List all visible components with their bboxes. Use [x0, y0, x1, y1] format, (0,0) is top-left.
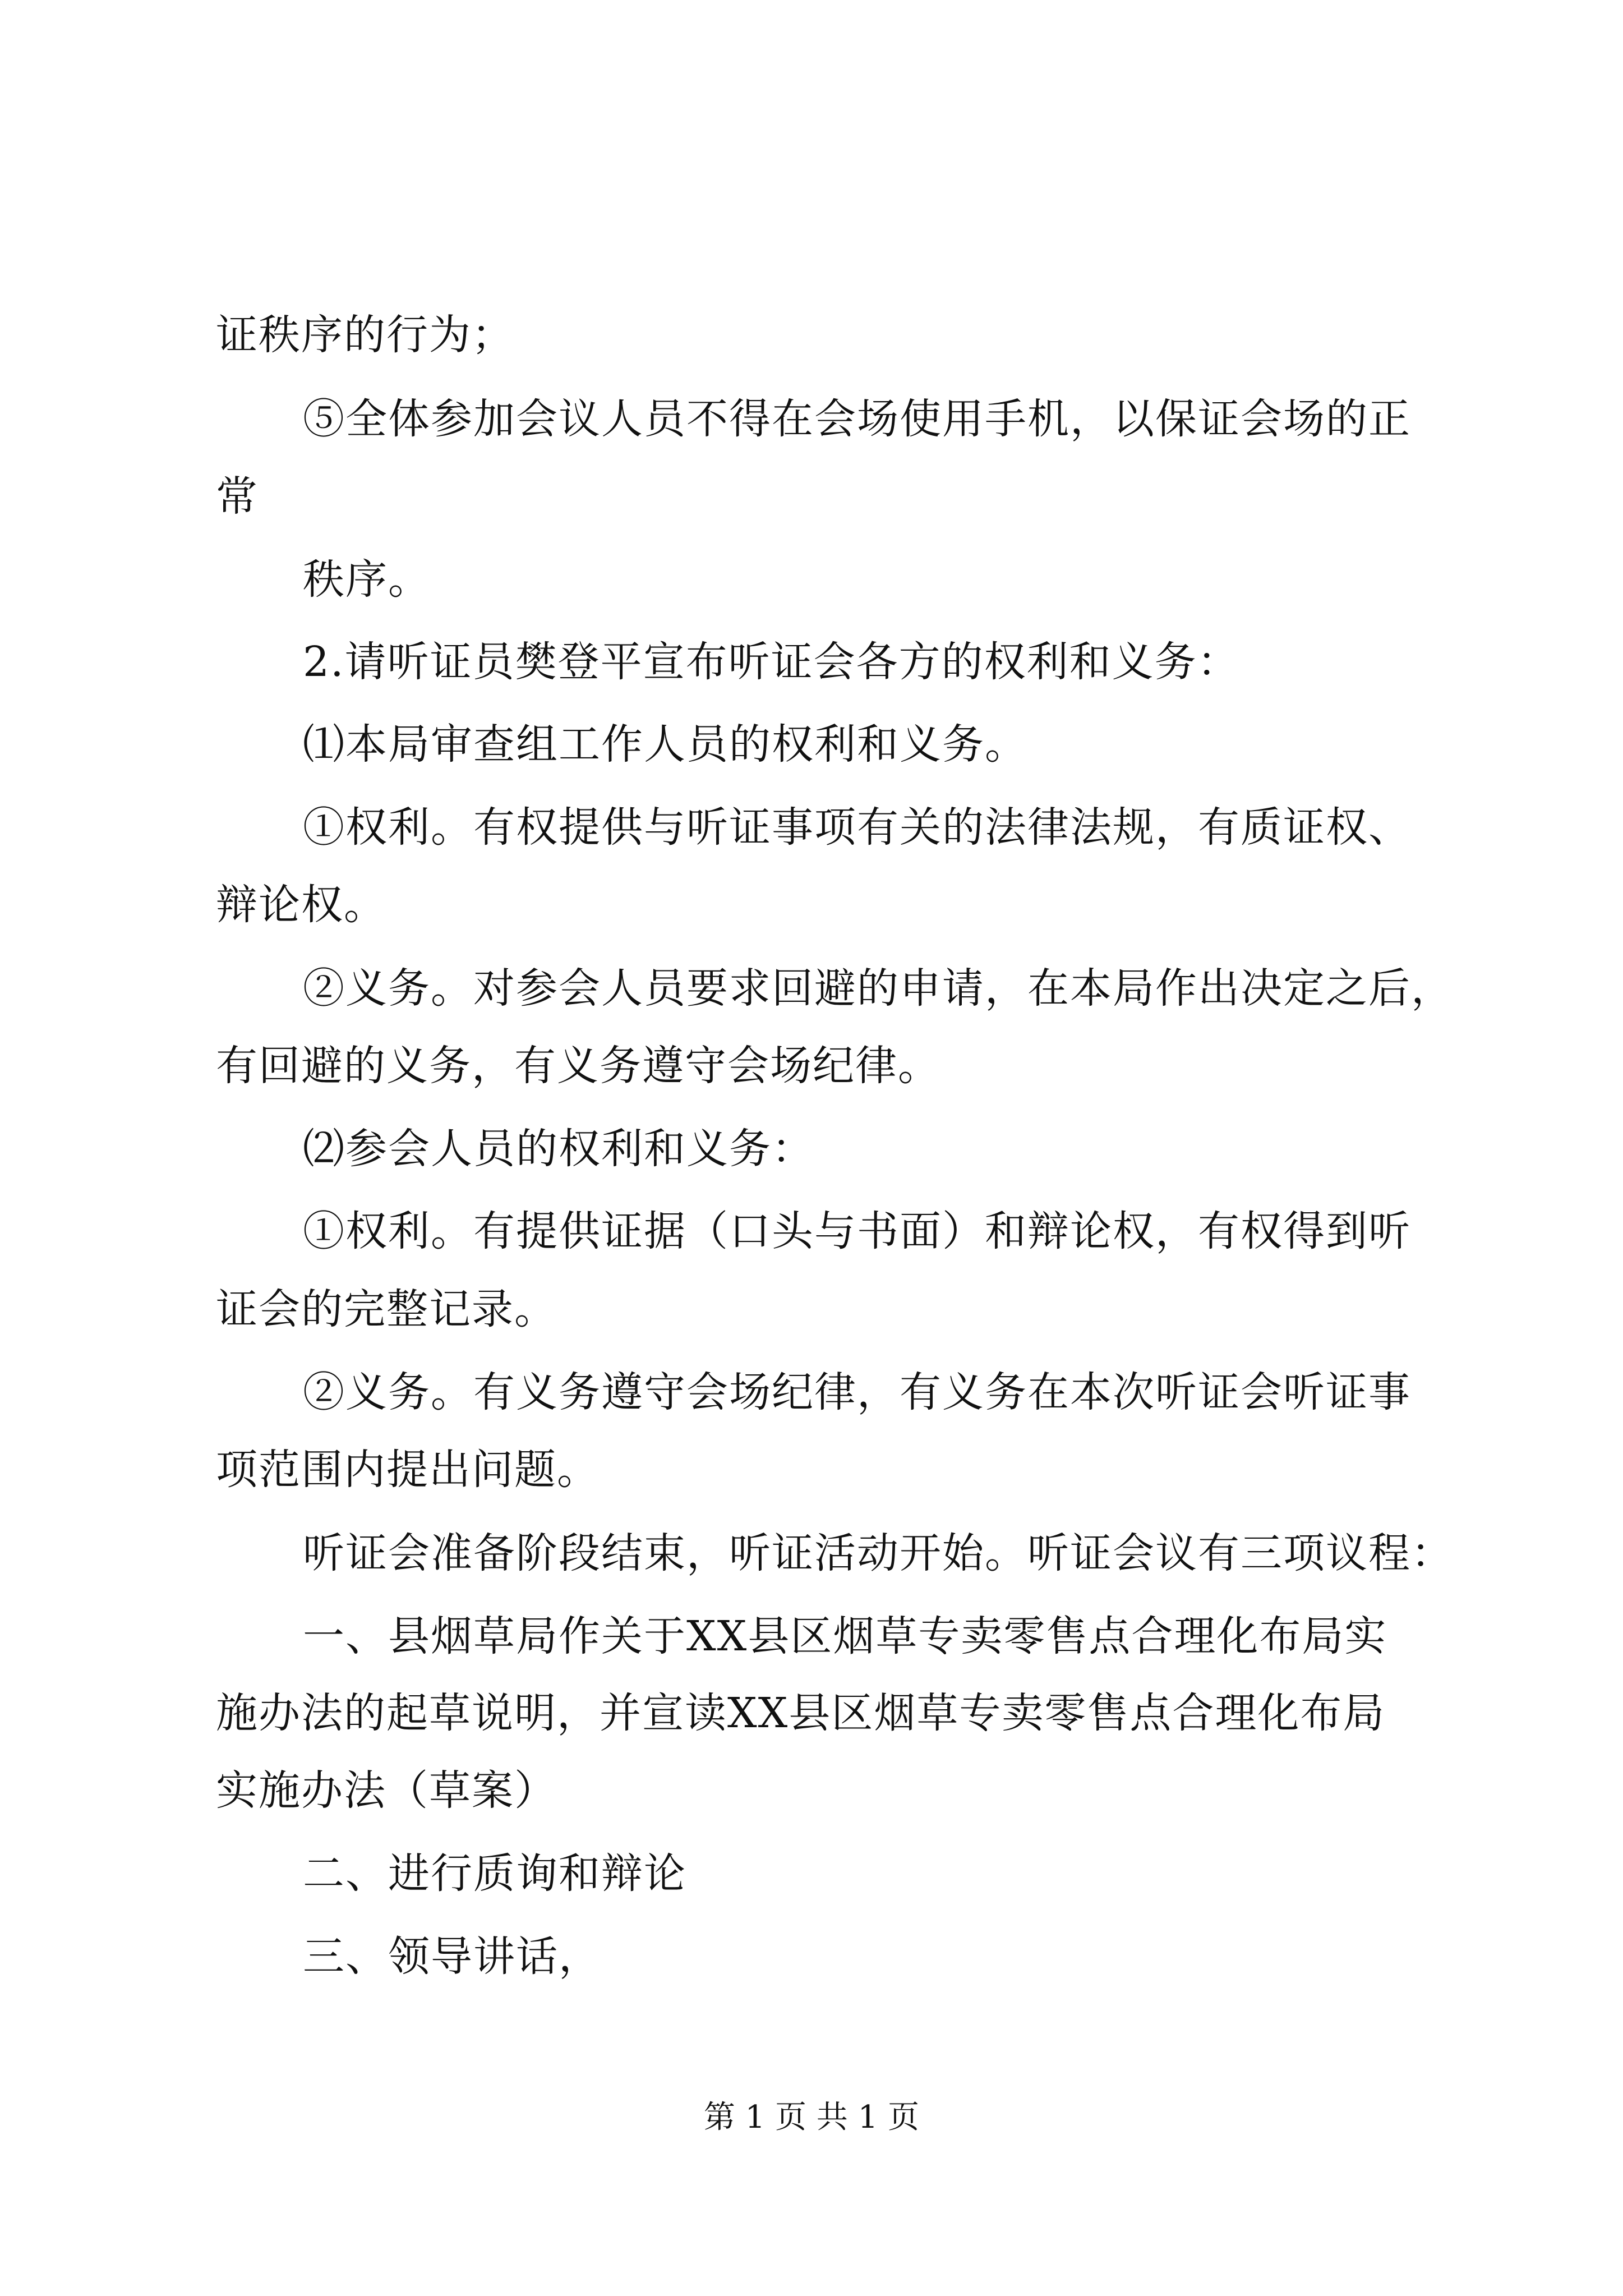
- page-number-footer: 第 1 页 共 1 页: [703, 2099, 920, 2136]
- body-line: 施办法的起草说明，并宣读XX县区烟草专卖零售点合理化布局: [216, 1689, 1386, 1737]
- body-line: 一、县烟草局作关于XX县区烟草专卖零售点合理化布局实: [303, 1612, 1387, 1660]
- body-line: ⑴本局审查组工作人员的权利和义务。: [303, 720, 1027, 769]
- body-line: 辩论权。: [216, 881, 386, 929]
- body-line: 有回避的义务，有义务遵守会场纪律。: [216, 1042, 940, 1090]
- body-line: 证会的完整记录。: [216, 1285, 557, 1333]
- body-line: ②义务。对参会人员要求回避的申请，在本局作出决定之后，: [303, 964, 1454, 1013]
- body-line: 三、领导讲话，: [303, 1932, 601, 1981]
- body-line: 实施办法（草案）: [216, 1766, 557, 1815]
- body-line: ⑵参会人员的权利和义务：: [303, 1125, 814, 1173]
- body-line: 秩序。: [303, 555, 431, 604]
- body-line: 二、进行质询和辩论: [303, 1849, 686, 1898]
- body-line: 2.请听证员樊登平宣布听证会各方的权利和义务：: [303, 638, 1240, 686]
- body-line: ②义务。有义务遵守会场纪律，有义务在本次听证会听证事: [303, 1368, 1411, 1416]
- body-line: 常: [216, 472, 259, 521]
- body-line: 证秩序的行为；: [216, 311, 514, 359]
- body-line: 项范围内提出问题。: [216, 1446, 600, 1494]
- body-line: ①权利。有权提供与听证事项有关的法律法规，有质证权、: [303, 803, 1411, 852]
- body-line: ⑤全体参加会议人员不得在会场使用手机，以保证会场的正: [303, 395, 1411, 443]
- body-line: 听证会准备阶段结束，听证活动开始。听证会议有三项议程：: [303, 1529, 1454, 1577]
- body-line: ①权利。有提供证据（口头与书面）和辩论权，有权得到听: [303, 1207, 1411, 1255]
